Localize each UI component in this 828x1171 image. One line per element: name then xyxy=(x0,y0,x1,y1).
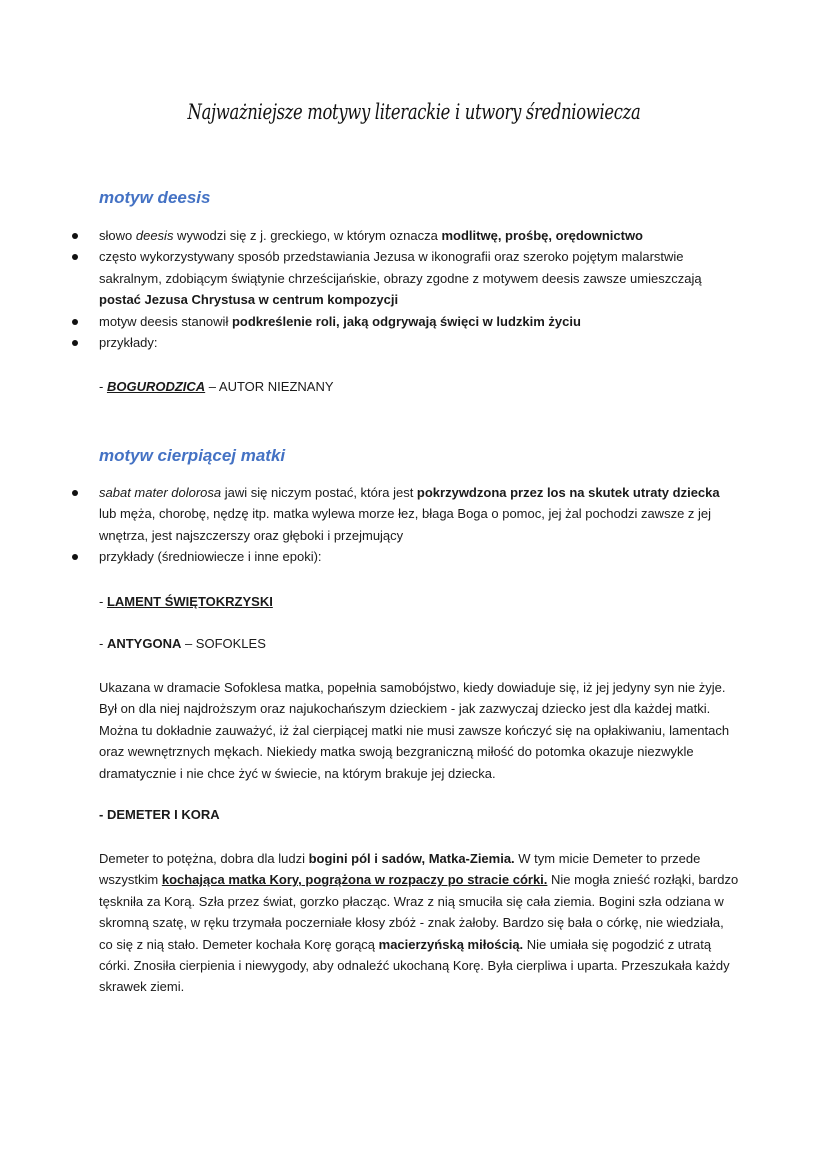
example-demeter: - DEMETER I KORA xyxy=(99,807,220,822)
heading-deesis: motyw deesis xyxy=(99,188,211,207)
list-item: słowo deesis wywodzi się z j. greckiego, w którym oznacza modlitwę, prośbę, orędownictwo xyxy=(0,225,828,246)
heading-cierpiaca-matka: motyw cierpiącej matki xyxy=(99,446,286,465)
demeter-paragraph: Demeter to potężna, dobra dla ludzi bogini pól i sadów, Matka-Ziemia. W tym micie Demeter to przede wszystkim kochająca matka Kory, pogrążona w rozpaczy po stracie córki. Nie mogła znieść rozłąki, bardzo tęskniła za Korą. Szła przez świat, gorzko płacząc. Wraz z nią smuciła się cała ziemia. Bogini szła odziana w skromną szatę, w ręku trzymała poczerniałe kłosy zbóż - znak żałoby. Bardzo się bała o córkę, nie wiedziała, co się z nią stało. Demeter kochała Korę gorącą macierzyńską miłością. Nie umiała się pogodzić z utratą córki. Znosiła cierpienia i niewygody, aby odnaleźć ukochaną Korę. Była cierpliwa i uparta. Przeszukała każdy skrawek ziemi. xyxy=(99,851,739,995)
deesis-bullet-list xyxy=(0,225,828,353)
list-item: sabat mater dolorosa jawi się niczym postać, która jest pokrzywdzona przez los na skutek utraty dziecka lub męża, chorobę, nędzę itp. matka wylewa morze łez, błaga Boga o pomoc, jej żal pochodzi zawsze z jej wnętrza, jest najszczerszy oraz głęboki i przejmujący xyxy=(0,482,828,546)
list-item: przykłady: xyxy=(0,332,828,353)
page-title: Najważniejsze motywy literackie i utwory średniowiecza xyxy=(187,100,641,124)
antygona-paragraph: Ukazana w dramacie Sofoklesa matka, popełnia samobójstwo, kiedy dowiaduje się, iż jej jedyny syn nie żyje. Był on dla niej najdroższym oraz najukochańszym dzieckiem - jak zazwyczaj dziecko jest dla każdej matki. Można tu dokładnie zauważyć, iż żal cierpiącej matki nie musi zawsze kończyć się na opłakiwaniu, lamentach oraz wewnętrznych mękach. Niekiedy matka swoją bezgraniczną miłość do potomka okazuje niezwykle dramatycznie i nie chce żyć w świecie, na którym brakuje jej dziecka. xyxy=(99,680,730,781)
list-item: często wykorzystywany sposób przedstawiania Jezusa w ikonografii oraz szeroko pojętym malarstwie sakralnym, zdobiącym świątynie chrześcijańskie, obrazy zgodne z motywem deesis zawsze umieszczają postać Jezusa Chrystusa w centrum kompozycji xyxy=(0,246,828,310)
matka-bullet-list xyxy=(0,482,828,568)
list-item: przykłady (średniowiecze i inne epoki): xyxy=(0,546,828,567)
example-bogurodzica: - BOGURODZICA – AUTOR NIEZNANY xyxy=(99,379,334,394)
example-lament: - LAMENT ŚWIĘTOKRZYSKI xyxy=(99,594,273,609)
example-antygona: - ANTYGONA – SOFOKLES xyxy=(99,636,266,651)
list-item: motyw deesis stanowił podkreślenie roli, jaką odgrywają święci w ludzkim życiu xyxy=(0,311,828,332)
